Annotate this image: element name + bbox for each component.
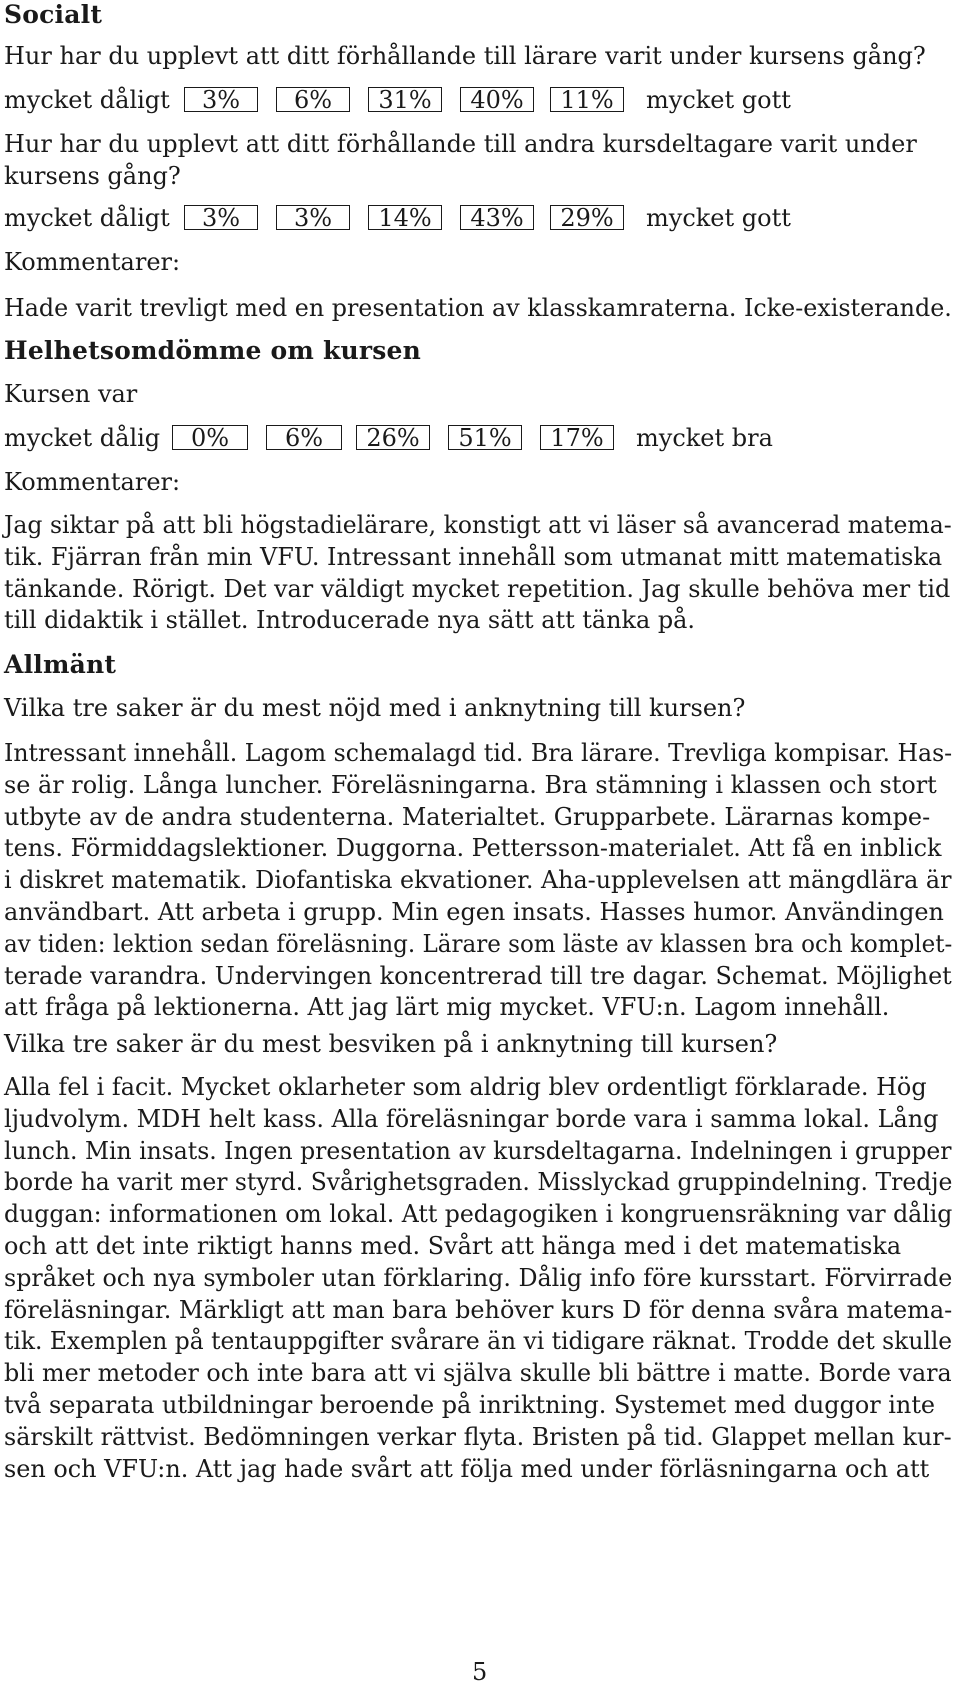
- comments-text: Hade varit trevligt med en presentation av klasskamraterna. Icke-existerande.: [4, 294, 952, 322]
- rating-scale-course: [4, 422, 956, 456]
- answer-line: Intressant innehåll. Lagom schemalagd tid. Bra lärare. Trevliga kompisar. Has-: [4, 739, 953, 767]
- section-title-general: Allmänt: [4, 650, 117, 679]
- answer-line: Alla fel i facit. Mycket oklarheter som aldrig blev ordentligt förklarade. Hög: [4, 1073, 927, 1101]
- page-number: 5: [472, 1658, 488, 1686]
- answer-line: sen och VFU:n. Att jag hade svårt att följa med under förläsningarna och att: [4, 1454, 930, 1483]
- rating-box-4: 43%: [460, 205, 534, 230]
- answer-line: två separata utbildningar beroende på inriktning. Systemet med duggor inte: [4, 1390, 936, 1419]
- scale-low-label: mycket dåligt: [4, 86, 170, 114]
- rating-scale-teacher: [4, 84, 956, 118]
- comments-paragraph: [4, 510, 956, 637]
- section-title-overall: Helhetsomdömme om kursen: [4, 336, 421, 365]
- scale-low-label: mycket dålig: [4, 424, 161, 452]
- rating-box-1: 3%: [184, 87, 258, 112]
- rating-box-2: 6%: [266, 425, 342, 450]
- rating-box-3: 14%: [368, 205, 442, 230]
- comment-line: till didaktik i stället. Introducerade nya sätt att tänka på.: [4, 606, 696, 635]
- section-title-social: Socialt: [4, 0, 103, 29]
- scale-high-label: mycket bra: [636, 424, 773, 452]
- scale-low-label: mycket dåligt: [4, 204, 170, 232]
- answer-line: föreläsningar. Märkligt att man bara behöver kurs D för denna svåra matema-: [4, 1295, 953, 1324]
- comment-line: tänkande. Rörigt. Det var väldigt mycket repetition. Jag skulle behöva mer tid: [4, 574, 951, 603]
- rating-box-3: 26%: [356, 425, 430, 450]
- answer-line: utbyte av de andra studenterna. Materialtet. Grupparbete. Lärarnas kompe-: [4, 802, 931, 831]
- comments-label: Kommentarer:: [4, 248, 181, 276]
- comments-label: Kommentarer:: [4, 468, 181, 496]
- question-course-rating: Kursen var: [4, 380, 138, 408]
- answer-line: duggan: informationen om lokal. Att pedagogiken i kongruensräkning var dålig: [4, 1200, 953, 1229]
- answer-line: ljudvolym. MDH helt kass. Alla föreläsningar borde vara i samma lokal. Lång: [4, 1104, 939, 1133]
- answer-line: borde ha varit mer styrd. Svårighetsgraden. Misslyckad gruppindelning. Tredje: [4, 1168, 953, 1197]
- rating-box-3: 31%: [368, 87, 442, 112]
- rating-box-5: 17%: [540, 425, 614, 450]
- answer-line: lunch. Min insats. Ingen presentation av kursdeltagarna. Indelningen i grupper: [4, 1136, 952, 1165]
- rating-box-4: 40%: [460, 87, 534, 112]
- rating-box-1: 3%: [184, 205, 258, 230]
- comment-line: tik. Fjärran från min VFU. Intressant innehåll som utmanat mitt matematiska: [4, 542, 943, 571]
- answer-line: bli mer metoder och inte bara att vi själva skulle bli bättre i matte. Borde vara: [4, 1359, 952, 1388]
- answer-line: i diskret matematik. Diofantiska ekvationer. Aha-upplevelsen att mängdlära är: [4, 866, 952, 895]
- rating-scale-peers: [4, 202, 956, 236]
- answer-line: se är rolig. Långa luncher. Föreläsningarna. Bra stämning i klassen och stort: [4, 770, 937, 799]
- question-peer-relation-line-1: Hur har du upplevt att ditt förhållande till andra kursdeltagare varit under: [4, 130, 917, 158]
- answer-paragraph-disappointed: [4, 1072, 956, 1485]
- answer-line: användbart. Att arbeta i grupp. Min egen insats. Hasses humor. Användingen: [4, 897, 944, 926]
- answer-line: terade varandra. Undervingen koncentrerad till tre dagar. Schemat. Möjlighet: [4, 961, 952, 990]
- answer-line: tens. Förmiddagslektioner. Duggorna. Pettersson-materialet. Att få en inblick: [4, 834, 942, 863]
- question-most-disappointed: Vilka tre saker är du mest besviken på i anknytning till kursen?: [4, 1030, 778, 1058]
- question-most-satisfied: Vilka tre saker är du mest nöjd med i anknytning till kursen?: [4, 694, 746, 722]
- answer-line: att fråga på lektionerna. Att jag lärt mig mycket. VFU:n. Lagom innehåll.: [4, 993, 890, 1022]
- comment-line: Jag siktar på att bli högstadielärare, konstigt att vi läser så avancerad matema-: [4, 511, 952, 539]
- question-peer-relation-line-2: kursens gång?: [4, 162, 181, 190]
- answer-line: tik. Exemplen på tentauppgifter svårare än vi tidigare räknat. Trodde det skulle: [4, 1327, 953, 1356]
- rating-box-2: 3%: [276, 205, 350, 230]
- question-teacher-relation: Hur har du upplevt att ditt förhållande till lärare varit under kursens gång?: [4, 42, 926, 70]
- answer-line: särskilt rättvist. Bedömningen verkar flyta. Bristen på tid. Glappet mellan kur-: [4, 1422, 952, 1451]
- rating-box-4: 51%: [448, 425, 522, 450]
- answer-line: och att det inte riktigt hanns med. Svårt att hänga med i det matematiska: [4, 1231, 902, 1260]
- answer-line: språket och nya symboler utan förklaring. Dålig info före kursstart. Förvirrade: [4, 1263, 953, 1292]
- rating-box-1: 0%: [172, 425, 248, 450]
- scale-high-label: mycket gott: [646, 204, 791, 232]
- rating-box-5: 29%: [550, 205, 624, 230]
- answer-paragraph-satisfied: [4, 738, 956, 1024]
- rating-box-2: 6%: [276, 87, 350, 112]
- answer-line: av tiden: lektion sedan föreläsning. Lärare som läste av klassen bra och komplet-: [4, 929, 953, 958]
- rating-box-5: 11%: [550, 87, 624, 112]
- scale-high-label: mycket gott: [646, 86, 791, 114]
